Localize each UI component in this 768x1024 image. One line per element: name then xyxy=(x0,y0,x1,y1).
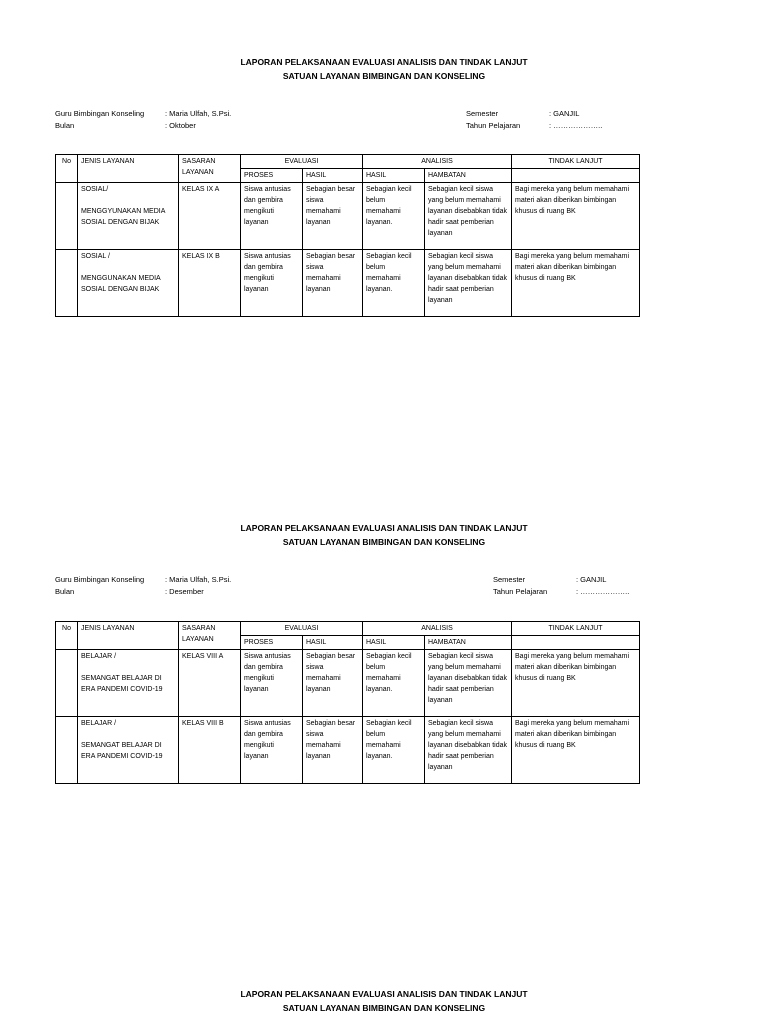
header-no: No xyxy=(56,622,78,650)
tahun-row xyxy=(466,120,602,132)
cell-hasil-evaluasi: Sebagian besar siswa memahami layanan xyxy=(303,717,363,784)
header-hasil-evaluasi: HASIL xyxy=(303,169,363,183)
header-jenis-layanan: JENIS LAYANAN xyxy=(78,155,179,183)
guru-row xyxy=(55,574,231,586)
header-hambatan: HAMBATAN xyxy=(425,636,512,650)
report-title: LAPORAN PELAKSANAAN EVALUASI ANALISIS DAN TINDAK LANJUT xyxy=(240,523,528,533)
cell-sasaran: KELAS VIII B xyxy=(179,717,241,784)
cell-sasaran: KELAS VIII A xyxy=(179,650,241,717)
header-hambatan: HAMBATAN xyxy=(425,169,512,183)
guru-label: Guru Bimbingan Konseling xyxy=(55,109,145,118)
bulan-row xyxy=(55,120,196,132)
tahun-label: Tahun Pelajaran xyxy=(493,587,548,596)
report-subtitle: SATUAN LAYANAN BIMBINGAN DAN KONSELING xyxy=(282,1003,486,1013)
tahun-value: : ……………….. xyxy=(549,121,603,130)
tahun-row xyxy=(493,586,629,598)
header-proses: PROSES xyxy=(241,169,303,183)
header-evaluasi: EVALUASI xyxy=(241,155,363,169)
cell-proses: Siswa antusias dan gembira mengikuti layanan xyxy=(241,717,303,784)
table-row xyxy=(56,717,640,784)
bulan-value: : Oktober xyxy=(165,121,196,130)
jenis-bottom: MENGGYUNAKAN MEDIA SOSIAL DENGAN BIJAK xyxy=(81,208,166,226)
cell-hasil-analisis: Sebagian kecil belum memahami layanan. xyxy=(363,717,425,784)
header-evaluasi: EVALUASI xyxy=(241,622,363,636)
report-table xyxy=(55,621,640,784)
header-empty xyxy=(512,636,640,650)
bulan-label: Bulan xyxy=(55,587,75,596)
bulan-label: Bulan xyxy=(55,121,75,130)
cell-sasaran: KELAS IX B xyxy=(179,250,241,317)
report-title: LAPORAN PELAKSANAAN EVALUASI ANALISIS DAN TINDAK LANJUT xyxy=(240,57,528,67)
jenis-top: BELAJAR / xyxy=(81,653,117,660)
header-sasaran xyxy=(179,155,241,183)
cell-jenis-layanan xyxy=(78,717,179,784)
cell-proses: Siswa antusias dan gembira mengikuti layanan xyxy=(241,250,303,317)
semester-value: : GANJIL xyxy=(576,575,607,584)
tahun-value: : ……………….. xyxy=(576,587,630,596)
cell-hambatan: Sebagian kecil siswa yang belum memahami layanan disebabkan tidak hadir saat pemberian layanan xyxy=(425,183,512,250)
cell-jenis-layanan xyxy=(78,650,179,717)
cell-jenis-layanan xyxy=(78,250,179,317)
jenis-bottom: MENGGUNAKAN MEDIA SOSIAL DENGAN BIJAK xyxy=(81,275,161,293)
cell-no xyxy=(56,183,78,250)
header-hasil-analisis: HASIL xyxy=(363,169,425,183)
semester-row xyxy=(493,574,606,586)
report-title: LAPORAN PELAKSANAAN EVALUASI ANALISIS DAN TINDAK LANJUT xyxy=(240,989,528,999)
cell-no xyxy=(56,717,78,784)
jenis-bottom: SEMANGAT BELAJAR DI ERA PANDEMI COVID-19 xyxy=(81,675,163,693)
cell-hambatan: Sebagian kecil siswa yang belum memahami layanan disebabkan tidak hadir saat pemberian layanan xyxy=(425,250,512,317)
report-subtitle: SATUAN LAYANAN BIMBINGAN DAN KONSELING xyxy=(282,537,486,547)
header-proses: PROSES xyxy=(241,636,303,650)
header-analisis: ANALISIS xyxy=(363,622,512,636)
cell-proses: Siswa antusias dan gembira mengikuti layanan xyxy=(241,183,303,250)
guru-label: Guru Bimbingan Konseling xyxy=(55,575,145,584)
jenis-top: BELAJAR / xyxy=(81,720,117,727)
cell-no xyxy=(56,650,78,717)
cell-hasil-analisis: Sebagian kecil belum memahami layanan. xyxy=(363,650,425,717)
header-sasaran xyxy=(179,622,241,650)
header-hasil-analisis: HASIL xyxy=(363,636,425,650)
header-no: No xyxy=(56,155,78,183)
header-jenis-layanan: JENIS LAYANAN xyxy=(78,622,179,650)
cell-jenis-layanan xyxy=(78,183,179,250)
guru-value: : Maria Ulfah, S.Psi. xyxy=(165,109,232,118)
jenis-top: SOSIAL / xyxy=(81,253,110,260)
header-sasaran-2: LAYANAN xyxy=(182,636,214,643)
tahun-label: Tahun Pelajaran xyxy=(466,121,521,130)
bulan-value: : Desember xyxy=(165,587,204,596)
cell-hasil-analisis: Sebagian kecil belum memahami layanan. xyxy=(363,250,425,317)
jenis-bottom: SEMANGAT BELAJAR DI ERA PANDEMI COVID-19 xyxy=(81,742,163,760)
cell-no xyxy=(56,250,78,317)
cell-proses: Siswa antusias dan gembira mengikuti layanan xyxy=(241,650,303,717)
report-subtitle: SATUAN LAYANAN BIMBINGAN DAN KONSELING xyxy=(282,71,486,81)
cell-tindak-lanjut: Bagi mereka yang belum memahami materi akan diberikan bimbingan khusus di ruang BK xyxy=(512,250,640,317)
guru-row xyxy=(55,108,231,120)
semester-value: : GANJIL xyxy=(549,109,580,118)
semester-label: Semester xyxy=(493,575,526,584)
cell-hasil-evaluasi: Sebagian besar siswa memahami layanan xyxy=(303,183,363,250)
table-row xyxy=(56,183,640,250)
report-table xyxy=(55,154,640,317)
header-analisis: ANALISIS xyxy=(363,155,512,169)
cell-sasaran: KELAS IX A xyxy=(179,183,241,250)
cell-hambatan: Sebagian kecil siswa yang belum memahami layanan disebabkan tidak hadir saat pemberian layanan xyxy=(425,717,512,784)
cell-tindak-lanjut: Bagi mereka yang belum memahami materi akan diberikan bimbingan khusus di ruang BK xyxy=(512,183,640,250)
table-row xyxy=(56,250,640,317)
semester-row xyxy=(466,108,579,120)
header-row xyxy=(56,622,640,636)
cell-hasil-evaluasi: Sebagian besar siswa memahami layanan xyxy=(303,250,363,317)
cell-tindak-lanjut: Bagi mereka yang belum memahami materi akan diberikan bimbingan khusus di ruang BK xyxy=(512,717,640,784)
cell-tindak-lanjut: Bagi mereka yang belum memahami materi akan diberikan bimbingan khusus di ruang BK xyxy=(512,650,640,717)
header-sasaran-2: LAYANAN xyxy=(182,169,214,176)
semester-label: Semester xyxy=(466,109,499,118)
cell-hasil-analisis: Sebagian kecil belum memahami layanan. xyxy=(363,183,425,250)
header-tindak-lanjut: TINDAK LANJUT xyxy=(512,155,640,169)
header-hasil-evaluasi: HASIL xyxy=(303,636,363,650)
header-sasaran-1: SASARAN xyxy=(182,625,216,632)
header-sasaran-1: SASARAN xyxy=(182,158,216,165)
bulan-row xyxy=(55,586,204,598)
guru-value: : Maria Ulfah, S.Psi. xyxy=(165,575,232,584)
header-row xyxy=(56,155,640,169)
table-row xyxy=(56,650,640,717)
cell-hasil-evaluasi: Sebagian besar siswa memahami layanan xyxy=(303,650,363,717)
header-tindak-lanjut: TINDAK LANJUT xyxy=(512,622,640,636)
header-empty xyxy=(512,169,640,183)
jenis-top: SOSIAL/ xyxy=(81,186,109,193)
cell-hambatan: Sebagian kecil siswa yang belum memahami layanan disebabkan tidak hadir saat pemberian layanan xyxy=(425,650,512,717)
